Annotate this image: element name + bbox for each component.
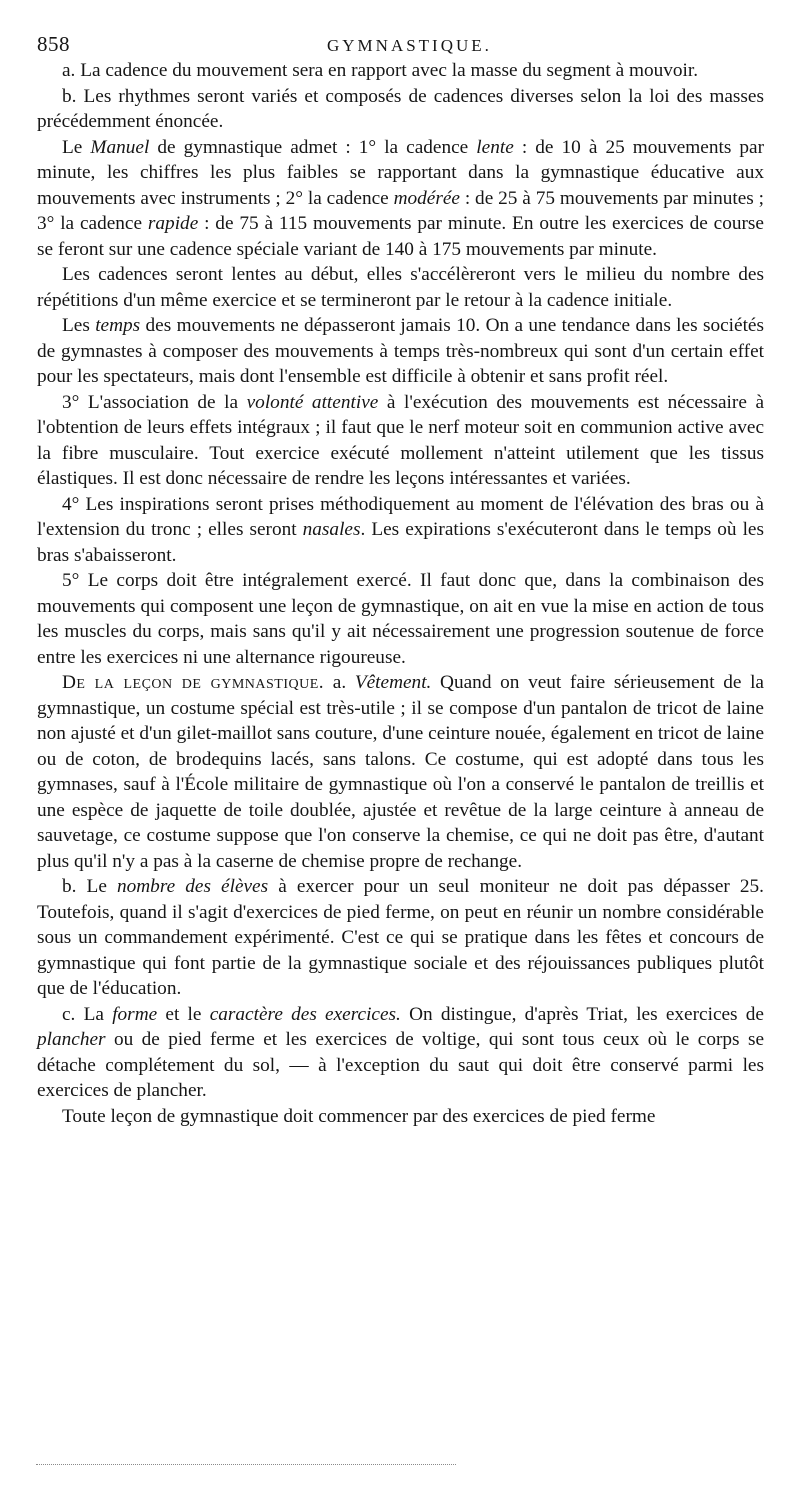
paragraph-exercise-form: c. La forme et le caractère des exercices. On distingue, d'après Triat, les exercices de plancher ou de pied ferme et les exercices de voltige, qui sont tous ceux où le corps se détache complétement du sol, — à l'exception du saut qui doit être conservé parmi les exercices de plancher. bbox=[37, 1003, 764, 1101]
section-heading: De la leçon de gymnastique. bbox=[62, 672, 325, 693]
paragraph-movement-times: Les temps des mouvements ne dépasseront jamais 10. On a une tendance dans les sociétés de gymnastes à composer des mouvements à temps très-nombreux qui sont d'un certain effet pour les spectateurs, mais dont l'ensemble est difficile à obtenir et sans profit réel. bbox=[37, 315, 764, 387]
paragraph-manual-cadences: Le Manuel de gymnastique admet : 1° la cadence lente : de 10 à 25 mouvements par minute, les chiffres les plus faibles se rapportant dans la gymnastique éducative aux mouvements avec instruments ; 2° la cadence modérée : de 25 à 75 mouvements par minutes ; 3° la cadence rapide : de 75 à 115 mouvements par minute. En outre les exercices de course se feront sur une cadence spéciale variant de 140 à 175 mouvements par minute. bbox=[37, 136, 765, 260]
running-title: GYMNASTIQUE. bbox=[327, 36, 492, 55]
book-page bbox=[37, 28, 764, 1129]
paragraph-rhythms: b. Les rhythmes seront variés et composés de cadences diverses selon la loi des masses précédemment énoncée. bbox=[37, 85, 764, 132]
paragraph-cadence-progression: Les cadences seront lentes au début, elles s'accélèreront vers le milieu du nombre des répétitions d'un même exercice et se termineront par le retour à la cadence initiale. bbox=[37, 264, 764, 311]
page-header bbox=[37, 28, 764, 58]
footer-dotted-rule bbox=[36, 1464, 456, 1465]
body-text bbox=[37, 58, 764, 1129]
paragraph-breathing: 4° Les inspirations seront prises méthodiquement au moment de l'élévation des bras ou à l'extension du tronc ; elles seront nasales. Les expirations s'exécuteront dans le temps où les bras s'abaisseront. bbox=[37, 493, 764, 566]
paragraph-number-of-pupils: b. Le nombre des élèves à exercer pour un seul moniteur ne doit pas dépasser 25. Toutefois, quand il s'agit d'exercices de pied ferme, on peut en réunir un nombre considérable sous un commandement expérimenté. C'est ce qui se pratique dans les fêtes et concours de gymnastique qui font partie de la gymnastique sociale et des réjouissances publiques plutôt que de l'éducation. bbox=[37, 876, 764, 999]
paragraph-attentive-will: 3° L'association de la volonté attentive à l'exécution des mouvements est nécessaire à l'obtention de leurs effets intégraux ; il faut que le nerf moteur soit en communion active avec la fibre musculaire. Tout exercice exécuté mollement n'atteint utilement que les tissus élastiques. Il est donc nécessaire de rendre les leçons intéressantes et variées. bbox=[37, 391, 764, 489]
paragraph-lesson-start: Toute leçon de gymnastique doit commencer par des exercices de pied ferme bbox=[62, 1105, 656, 1127]
paragraph-cadence-mass: a. La cadence du mouvement sera en rapport avec la masse du segment à mouvoir. bbox=[62, 60, 699, 81]
paragraph-whole-body: 5° Le corps doit être intégralement exercé. Il faut donc que, dans la combinaison des mouvements qui composent une leçon de gymnastique, on ait en vue la mise en action de tous les muscles du corps, mais sans qu'il y ait nécessairement une progression soutenue de force entre les exercices ni une alternance rigoureuse. bbox=[37, 570, 764, 668]
page-number: 858 bbox=[37, 32, 70, 56]
section-lesson-clothing: De la leçon de gymnastique. a. Vêtement. Quand on veut faire sérieusement de la gymnastique, un costume spécial est très-utile ; il se compose d'un pantalon de tricot de laine non ajusté et d'un gilet-maillot sans couture, d'une ceinture nouée, également en tricot de laine ou de coton, de brodequins lacés, sans talons. Ce costume, qui est adopté dans tous les gymnases, sauf à l'École militaire de gymnastique où l'on a conservé le pantalon de treillis et une espèce de jaquette de toile doublée, ajustée et revêtue de la large ceinture à anneau de sauvetage, ce costume suppose que l'on conserve la chemise, ce qui ne doit pas être, d'autant plus qu'il n'y a pas à la caserne de chemise propre de rechange. bbox=[37, 672, 764, 872]
